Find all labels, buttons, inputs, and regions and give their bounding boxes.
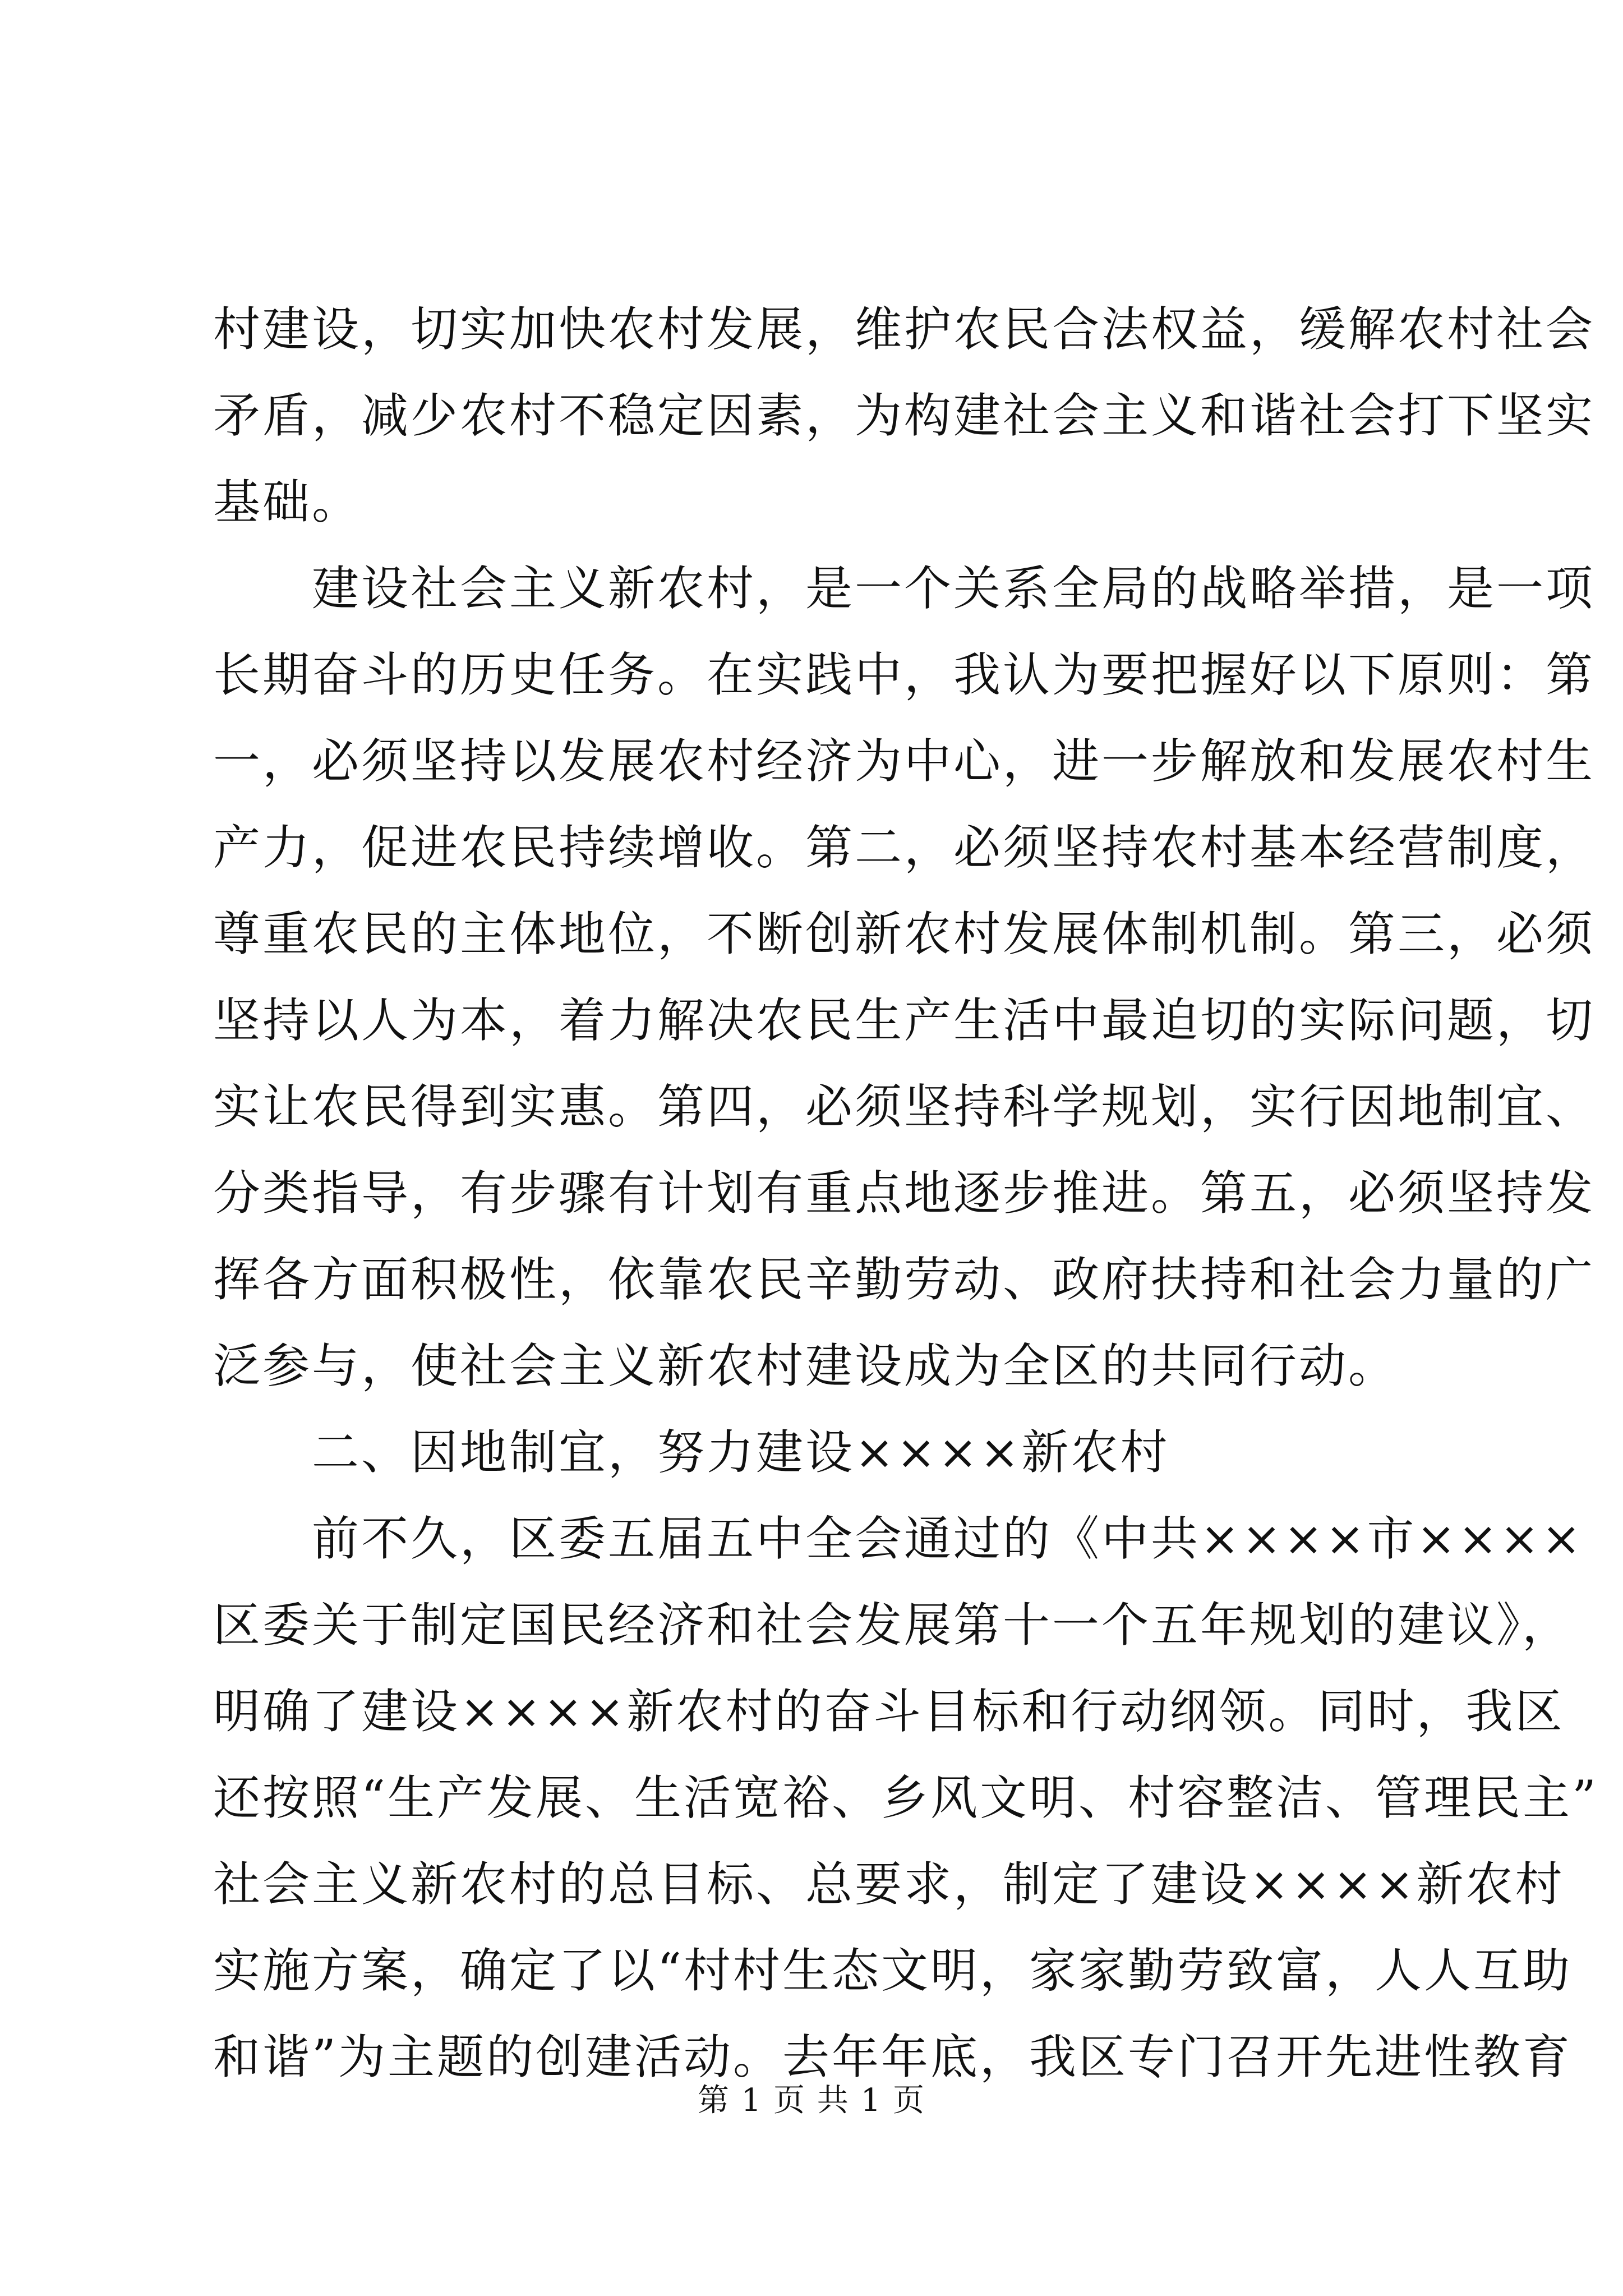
text-line: 社会主义新农村的总目标、总要求，制定了建设××××新农村 [213, 1857, 1565, 1912]
section-heading: 二、因地制宜，努力建设××××新农村 [213, 1425, 1170, 1480]
text-line: 区委关于制定国民经济和社会发展第十一个五年规划的建议》， [213, 1598, 1572, 1653]
text-line: 分类指导，有步骤有计划有重点地逐步推进。第五，必须坚持发 [213, 1166, 1596, 1221]
text-line: 一，必须坚持以发展农村经济为中心，进一步解放和发展农村生 [213, 734, 1596, 789]
page-footer [0, 2078, 1623, 2123]
text-line: 和谐”为主题的创建活动。去年年底，我区专门召开先进性教育 [213, 2030, 1572, 2085]
text-line: 挥各方面积极性，依靠农民辛勤劳动、政府扶持和社会力量的广 [213, 1252, 1596, 1307]
text-line: 村建设，切实加快农村发展，维护农民合法权益，缓解农村社会 [213, 302, 1596, 357]
text-line: 泛参与，使社会主义新农村建设成为全区的共同行动。 [213, 1338, 1398, 1393]
document-body [213, 286, 1598, 2100]
text-line: 前不久，区委五届五中全会通过的《中共××××市×××× [213, 1511, 1584, 1566]
text-line: 产力，促进农民持续增收。第二，必须坚持农村基本经营制度， [213, 820, 1596, 875]
text-line: 明确了建设××××新农村的奋斗目标和行动纲领。同时，我区 [213, 1684, 1565, 1739]
text-line: 建设社会主义新农村，是一个关系全局的战略举措，是一项 [213, 561, 1596, 616]
text-line: 尊重农民的主体地位，不断创新农村发展体制机制。第三，必须 [213, 907, 1596, 961]
text-line: 还按照“生产发展、生活宽裕、乡风文明、村容整洁、管理民主” [213, 1770, 1598, 1825]
text-line: 矛盾，减少农村不稳定因素，为构建社会主义和谐社会打下坚实 [213, 388, 1596, 443]
text-line: 实让农民得到实惠。第四，必须坚持科学规划，实行因地制宜、 [213, 1079, 1596, 1134]
text-line: 坚持以人为本，着力解决农民生产生活中最迫切的实际问题，切 [213, 993, 1596, 1048]
text-line: 实施方案，确定了以“村村生态文明，家家勤劳致富，人人互助 [213, 1943, 1572, 1998]
page-number-label: 第 1 页 共 1 页 [697, 2082, 926, 2119]
text-line: 长期奋斗的历史任务。在实践中，我认为要把握好以下原则：第 [213, 647, 1596, 702]
text-line: 基础。 [213, 475, 362, 530]
